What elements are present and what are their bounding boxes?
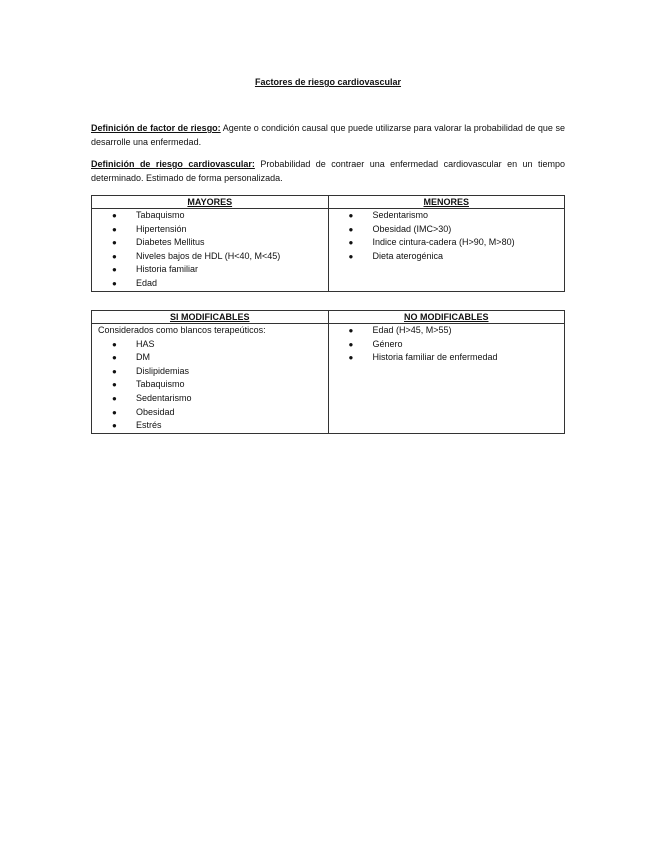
list-item [112,338,324,352]
menores-cell [328,209,565,292]
list-item [348,236,561,250]
bullet-icon: ● [348,339,354,349]
list-item [112,419,324,433]
list-item-text: Tabaquismo [136,379,185,390]
bullet-icon: ● [348,238,354,248]
bullet-icon: ● [348,353,354,363]
list-item-text: Obesidad [136,406,175,417]
bullet-icon: ● [112,224,117,234]
no-modificables-list [333,324,561,365]
definition-risk-factor [91,122,565,149]
bullet-icon: ● [112,339,117,349]
list-item-text: Hipertensión [136,223,187,234]
list-item-text: Historia familiar [136,264,199,275]
header-mayores: MAYORES [92,196,329,209]
no-modificables-cell [328,324,565,434]
list-item-text: Género [372,338,403,349]
list-item [348,324,561,338]
list-item-text: Edad (H>45, M>55) [372,325,452,335]
si-modificables-intro: Considerados como blancos terapeúticos: [98,325,266,335]
list-item [348,209,561,223]
list-item [112,351,324,365]
definition-cardiovascular-risk [91,158,565,185]
list-item-text: Sedentarismo [136,392,192,403]
list-item [348,351,561,365]
list-item-text: Niveles bajos de HDL (H<40, M<45) [136,250,281,261]
list-item-text: Edad [136,277,158,288]
bullet-icon: ● [112,353,117,363]
list-item-text: HAS [136,338,155,349]
definition-risk-factor-term: Definición de factor de riesgo: [91,123,221,133]
bullet-icon: ● [348,251,354,261]
list-item [348,250,561,264]
list-item [112,406,324,420]
list-item-text: Estrés [136,420,162,431]
mayores-cell [92,209,329,292]
list-item-text: DM [136,352,150,363]
list-item [112,209,324,223]
list-item [112,236,324,250]
list-item [112,378,324,392]
header-menores: MENORES [328,196,565,209]
risk-factors-major-minor-table [91,195,565,292]
bullet-icon: ● [112,380,117,390]
list-item-text: Sedentarismo [372,210,429,220]
list-item [112,277,324,291]
list-item-text: Dieta aterogénica [372,250,444,261]
bullet-icon: ● [112,211,117,220]
bullet-icon: ● [112,407,117,417]
si-modificables-cell [92,324,329,434]
bullet-icon: ● [112,265,117,275]
header-no-modificables: NO MODIFICABLES [328,311,565,324]
definition-cardiovascular-risk-term: Definición de riesgo cardiovascular: [91,159,255,169]
list-item-text: Diabetes Mellitus [136,237,205,248]
bullet-icon: ● [348,224,354,234]
list-item [112,263,324,277]
list-item-text: Indice cintura-cadera (H>90, M>80) [372,237,515,248]
list-item [348,338,561,352]
bullet-icon: ● [112,421,117,431]
list-item [112,365,324,379]
list-item-text: Dislipidemias [136,365,190,376]
document-title: Factores de riesgo cardiovascular [254,77,402,87]
bullet-icon: ● [112,251,117,261]
list-item [112,392,324,406]
risk-factors-modifiable-table [91,310,565,434]
menores-list [333,209,561,263]
definition-risk-factor-text: Agente o condición causal que puede utilizarse para valorar la probabilidad de que se desarrolle una enfermedad. [91,123,565,147]
bullet-icon: ● [112,278,117,288]
header-si-modificables: SI MODIFICABLES [92,311,329,324]
bullet-icon: ● [348,211,354,220]
bullet-icon: ● [348,326,354,335]
definition-cardiovascular-risk-text: Probabilidad de contraer una enfermedad cardiovascular en un tiempo determinado. Estimado de forma personalizada. [91,159,565,183]
list-item-text: Obesidad (IMC>30) [372,223,452,234]
bullet-icon: ● [112,393,117,403]
list-item-text: Tabaquismo [136,210,185,220]
list-item [112,250,324,264]
list-item [112,223,324,237]
list-item [348,223,561,237]
bullet-icon: ● [112,238,117,248]
mayores-list [96,209,324,291]
bullet-icon: ● [112,366,117,376]
list-item-text: Historia familiar de enfermedad [372,352,498,363]
si-modificables-list [96,338,324,433]
